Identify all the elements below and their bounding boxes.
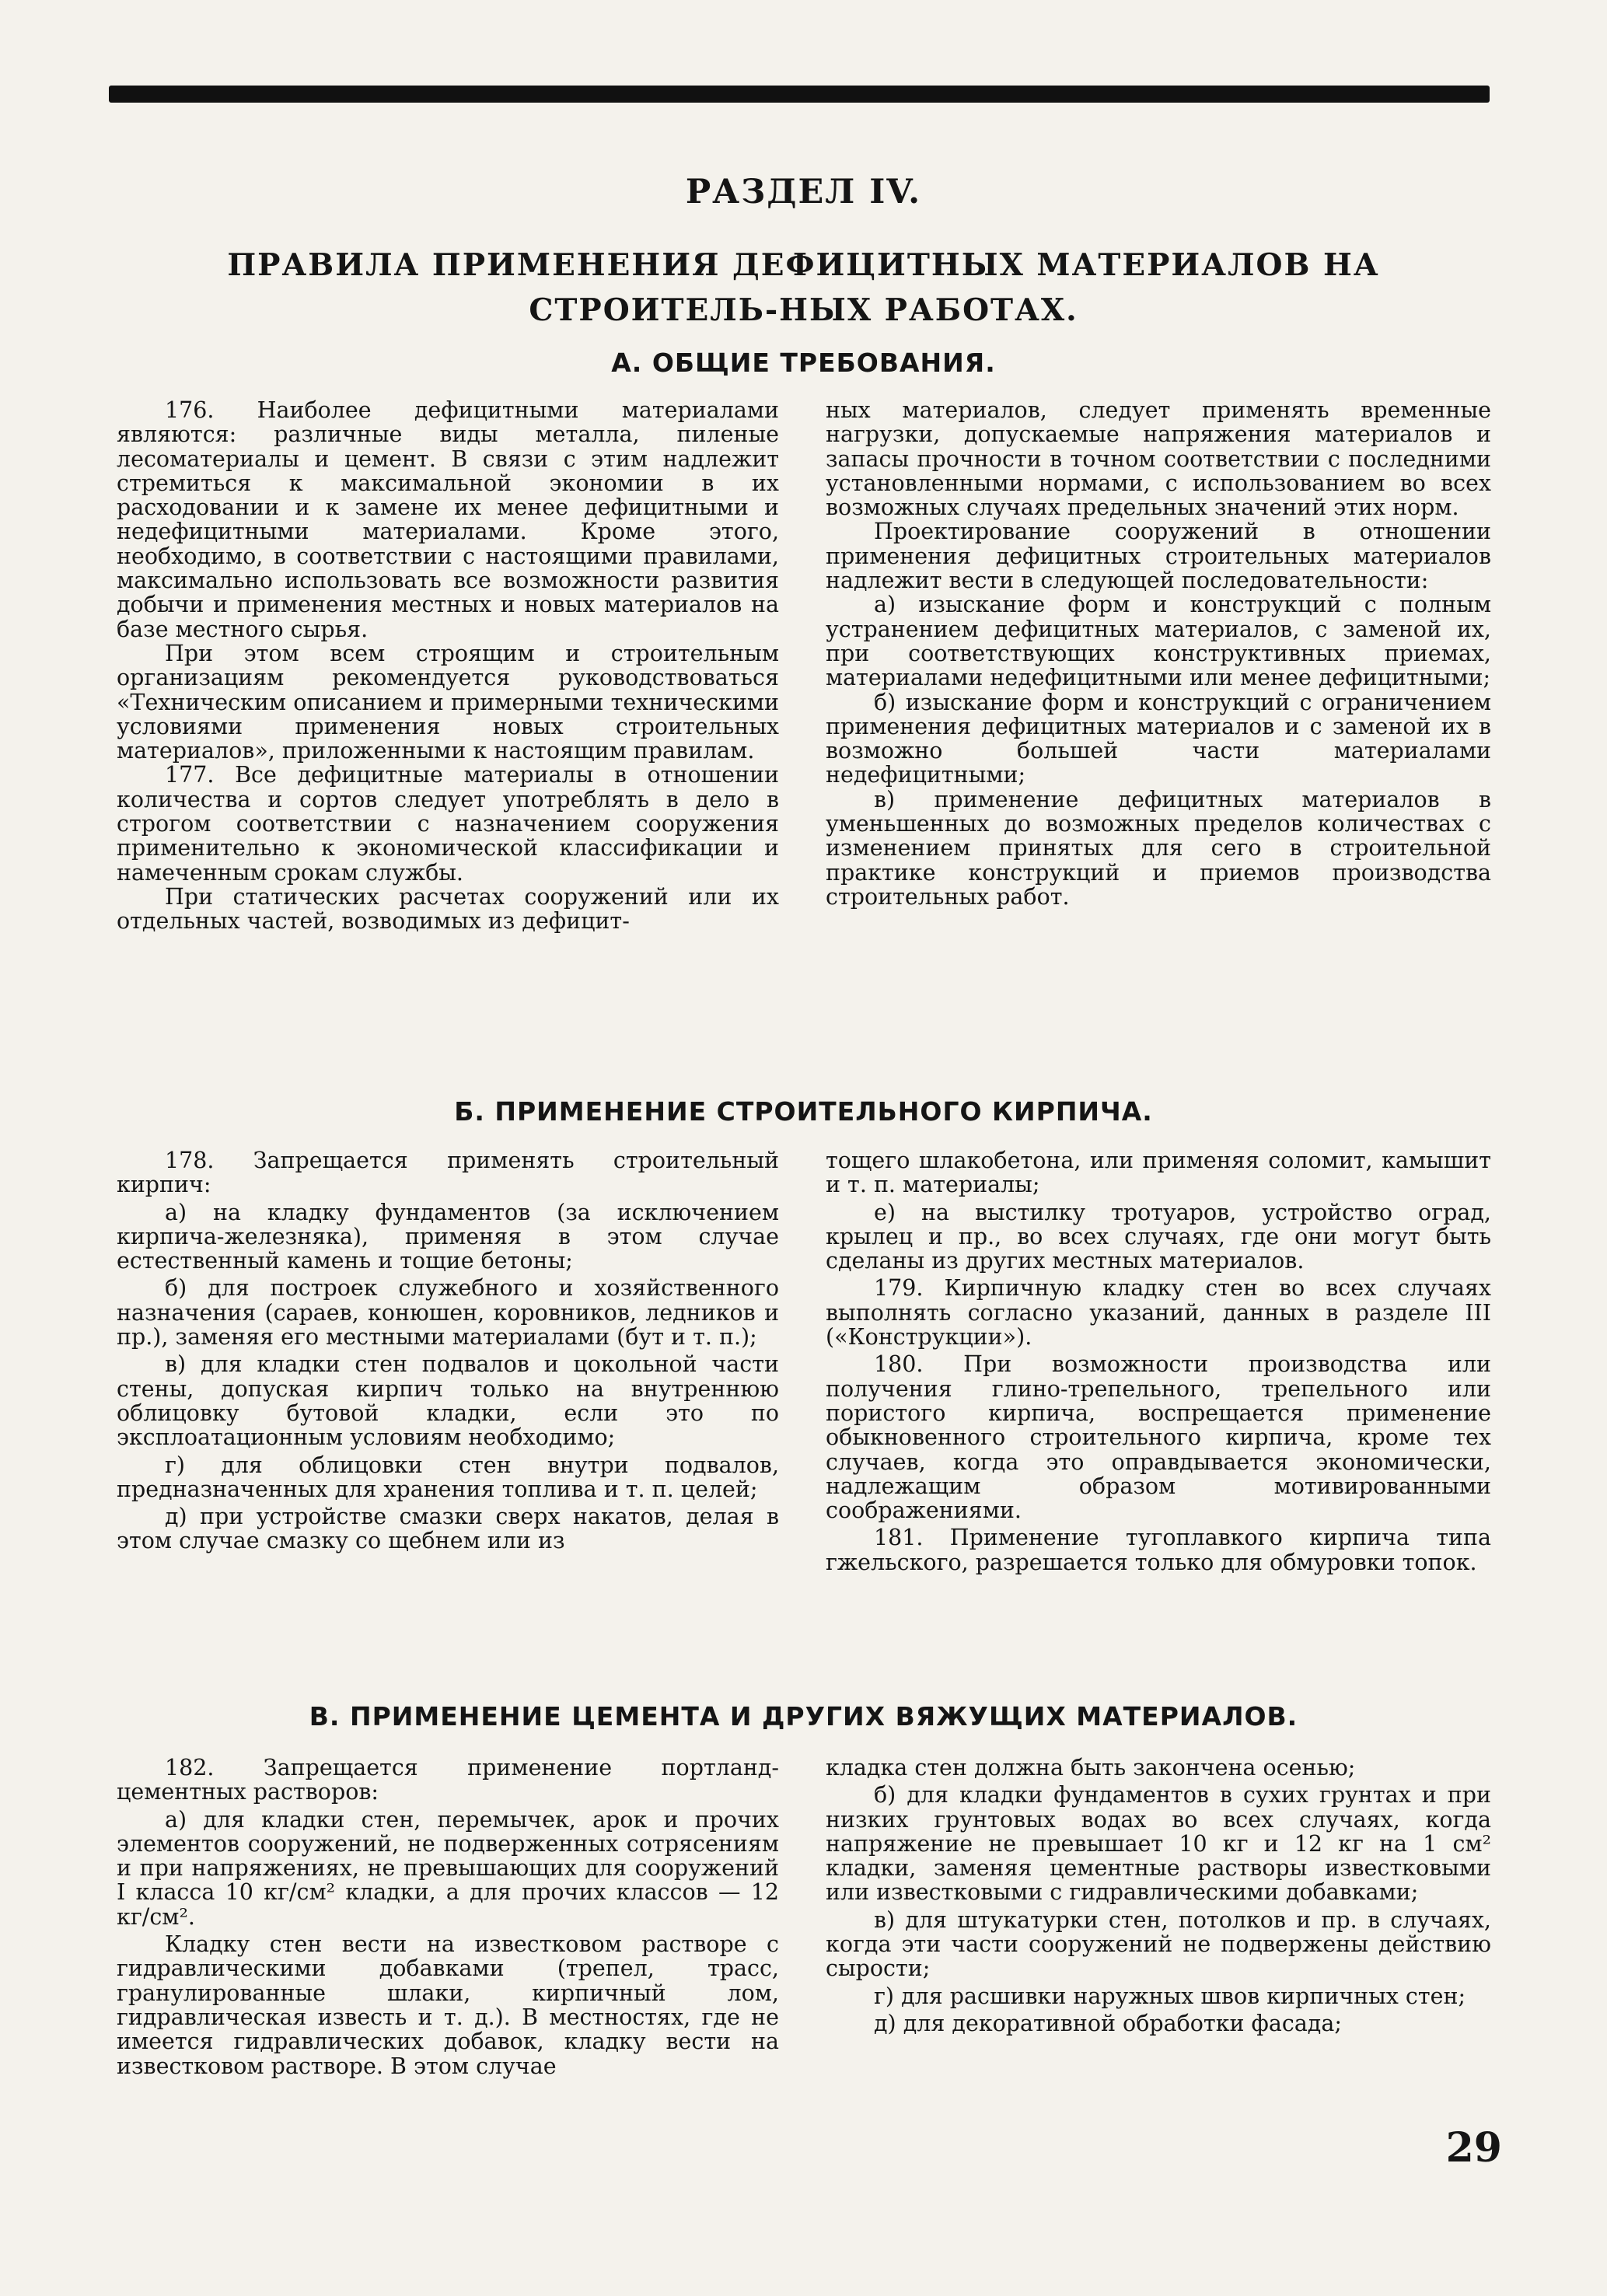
section-a-right-column — [826, 398, 1491, 909]
section-b-heading: Б. ПРИМЕНЕНИЕ СТРОИТЕЛЬНОГО КИРПИЧА. — [454, 1096, 1153, 1127]
section-b-right-column — [826, 1148, 1491, 1574]
list-item: б) для кладки фундаментов в сухих грунтах и при низких грунтовых водах во всех случаях, когда напряжение не превышает 10 кг и 12 кг на 1 см² кладки, заменяя цементные растворы известковыми или известковыми с гидравлическими добавками; — [826, 1782, 1491, 1906]
page-number: 29 — [1445, 2124, 1502, 2172]
list-item: г) для расшивки наружных швов кирпичных стен; — [874, 1983, 1466, 2009]
list-item: в) применение дефицитных материалов в уменьшенных до возможных пределов количествах с изменением принятых для сего в строительной практике конструкций и приемов производства строительных работ. — [826, 786, 1491, 910]
top-rule — [109, 86, 1490, 103]
paragraph: кладка стен должна быть закончена осенью; — [826, 1755, 1356, 1781]
paragraph: 181. Применение тугоплавкого кирпича типа гжельского, разрешается только для обмуровки топок. — [826, 1525, 1491, 1575]
list-item: д) при устройстве смазки сверх накатов, делая в этом случае смазку со щебнем или из — [117, 1504, 779, 1554]
paragraph: 177. Все дефицитные материалы в отношении количества и сортов следует употреблять в дело в строгом соответствии с назначением сооружения применительно к экономической классификации и намеченным срокам службы. — [117, 762, 779, 886]
section-c-right-column — [826, 1756, 1491, 2036]
section-c-heading: В. ПРИМЕНЕНИЕ ЦЕМЕНТА И ДРУГИХ ВЯЖУЩИХ МАТЕРИАЛОВ. — [309, 1701, 1298, 1732]
paragraph: При этом всем строящим и строительным организациям рекомендуется руководствоваться «Техническим описанием и примерными техническими условиями применения новых строительных материалов», приложенными к настоящим правилам. — [117, 640, 779, 764]
section-b-left-column — [117, 1148, 779, 1553]
paragraph: 178. Запрещается применять строительный кирпич: — [117, 1148, 779, 1198]
paragraph: 180. При возможности производства или получения глино-трепельного, трепельного или пористого кирпича, воспрещается применение обыкновенного строительного кирпича, кроме тех случаев, когда это оправдывается экономически, надлежащим образом мотивированными соображениями. — [826, 1351, 1491, 1524]
list-item: г) для облицовки стен внутри подвалов, предназначенных для хранения топлива и т. п. целей; — [117, 1452, 779, 1502]
list-item: а) изыскание форм и конструкций с полным устранением дефицитных материалов, с заменой их, при соответствующих конструктивных приемах, материалами недефицитными или менее дефицитными; — [826, 592, 1491, 691]
paragraph: 176. Наиболее дефицитными материалами являются: различные виды металла, пиленые лесоматериалы и цемент. В связи с этим надлежит стремиться к максимальной экономии в их расходовании и к замене их менее дефицитными и недефицитными материалами. Кроме этого, необходимо, в соответствии с настоящими правилами, максимально использовать все возможности развития добычи и применения местных и новых материалов на базе местного сырья. — [117, 397, 779, 642]
section-a-left-column — [117, 398, 779, 934]
part-title: РАЗДЕЛ IV. — [685, 173, 922, 211]
paragraph: 179. Кирпичную кладку стен во всех случаях выполнять согласно указаний, данных в разделе III («Конструкции»). — [826, 1275, 1491, 1351]
paragraph: ных материалов, следует применять временные нагрузки, допускаемые напряжения материалов и запасы прочности в точном соответствии с последними установленными нормами, с использованием во всех возможных случаях предельных значений этих норм. — [826, 397, 1491, 521]
section-c-left-column — [117, 1756, 779, 2078]
paragraph: Проектирование сооружений в отношении применения дефицитных строительных материалов надлежит вести в следующей последовательности: — [826, 519, 1491, 594]
main-title: ПРАВИЛА ПРИМЕНЕНИЯ ДЕФИЦИТНЫХ МАТЕРИАЛОВ НА СТРОИТЕЛЬ-НЫХ РАБОТАХ. — [227, 247, 1380, 328]
paragraph: При статических расчетах сооружений или их отдельных частей, возводимых из дефицит- — [117, 883, 779, 935]
list-item: б) изыскание форм и конструкций с ограничением применения дефицитных материалов и с заменой их в возможно большей части материалами недефицитными; — [826, 689, 1491, 788]
list-item: е) на выстилку тротуаров, устройство оград, крылец и пр., во всех случаях, где они могут быть сделаны из других местных материалов. — [826, 1199, 1491, 1274]
section-a-heading: А. ОБЩИЕ ТРЕБОВАНИЯ. — [611, 348, 996, 378]
paragraph: 182. Запрещается применение портланд-цементных растворов: — [117, 1755, 779, 1805]
list-item: в) для штукатурки стен, потолков и пр. в случаях, когда эти части сооружений не подвержены действию сырости; — [826, 1906, 1491, 1982]
list-item: а) для кладки стен, перемычек, арок и прочих элементов сооружений, не подверженных сотрясениям и при напряжениях, не превышающих для сооружений I класса 10 кг/см² кладки, а для прочих классов — 12 кг/см². — [117, 1806, 779, 1930]
list-item: а) на кладку фундаментов (за исключением кирпича-железняка), применяя в этом случае естественный камень и тощие бетоны; — [117, 1199, 779, 1274]
paragraph: Кладку стен вести на известковом растворе с гидравлическими добавками (трепел, трасс, гранулированные шлаки, кирпичный лом, гидравлическая известь и т. д.). В местностях, где не имеется гидравлических добавок, кладку вести на известковом растворе. В этом случае — [117, 1931, 779, 2079]
paragraph: тощего шлакобетона, или применяя соломит, камышит и т. п. материалы; — [826, 1148, 1491, 1198]
list-item: д) для декоративной обработки фасада; — [874, 2010, 1342, 2036]
list-item: б) для построек служебного и хозяйственного назначения (сараев, конюшен, коровников, ледников и пр.), заменяя его местными материалами (бут и т. п.); — [117, 1275, 779, 1351]
list-item: в) для кладки стен подвалов и цокольной части стены, допуская кирпич только на внутреннюю облицовку бутовой кладки, если это по эксплоатационным условиям необходимо; — [117, 1351, 779, 1451]
